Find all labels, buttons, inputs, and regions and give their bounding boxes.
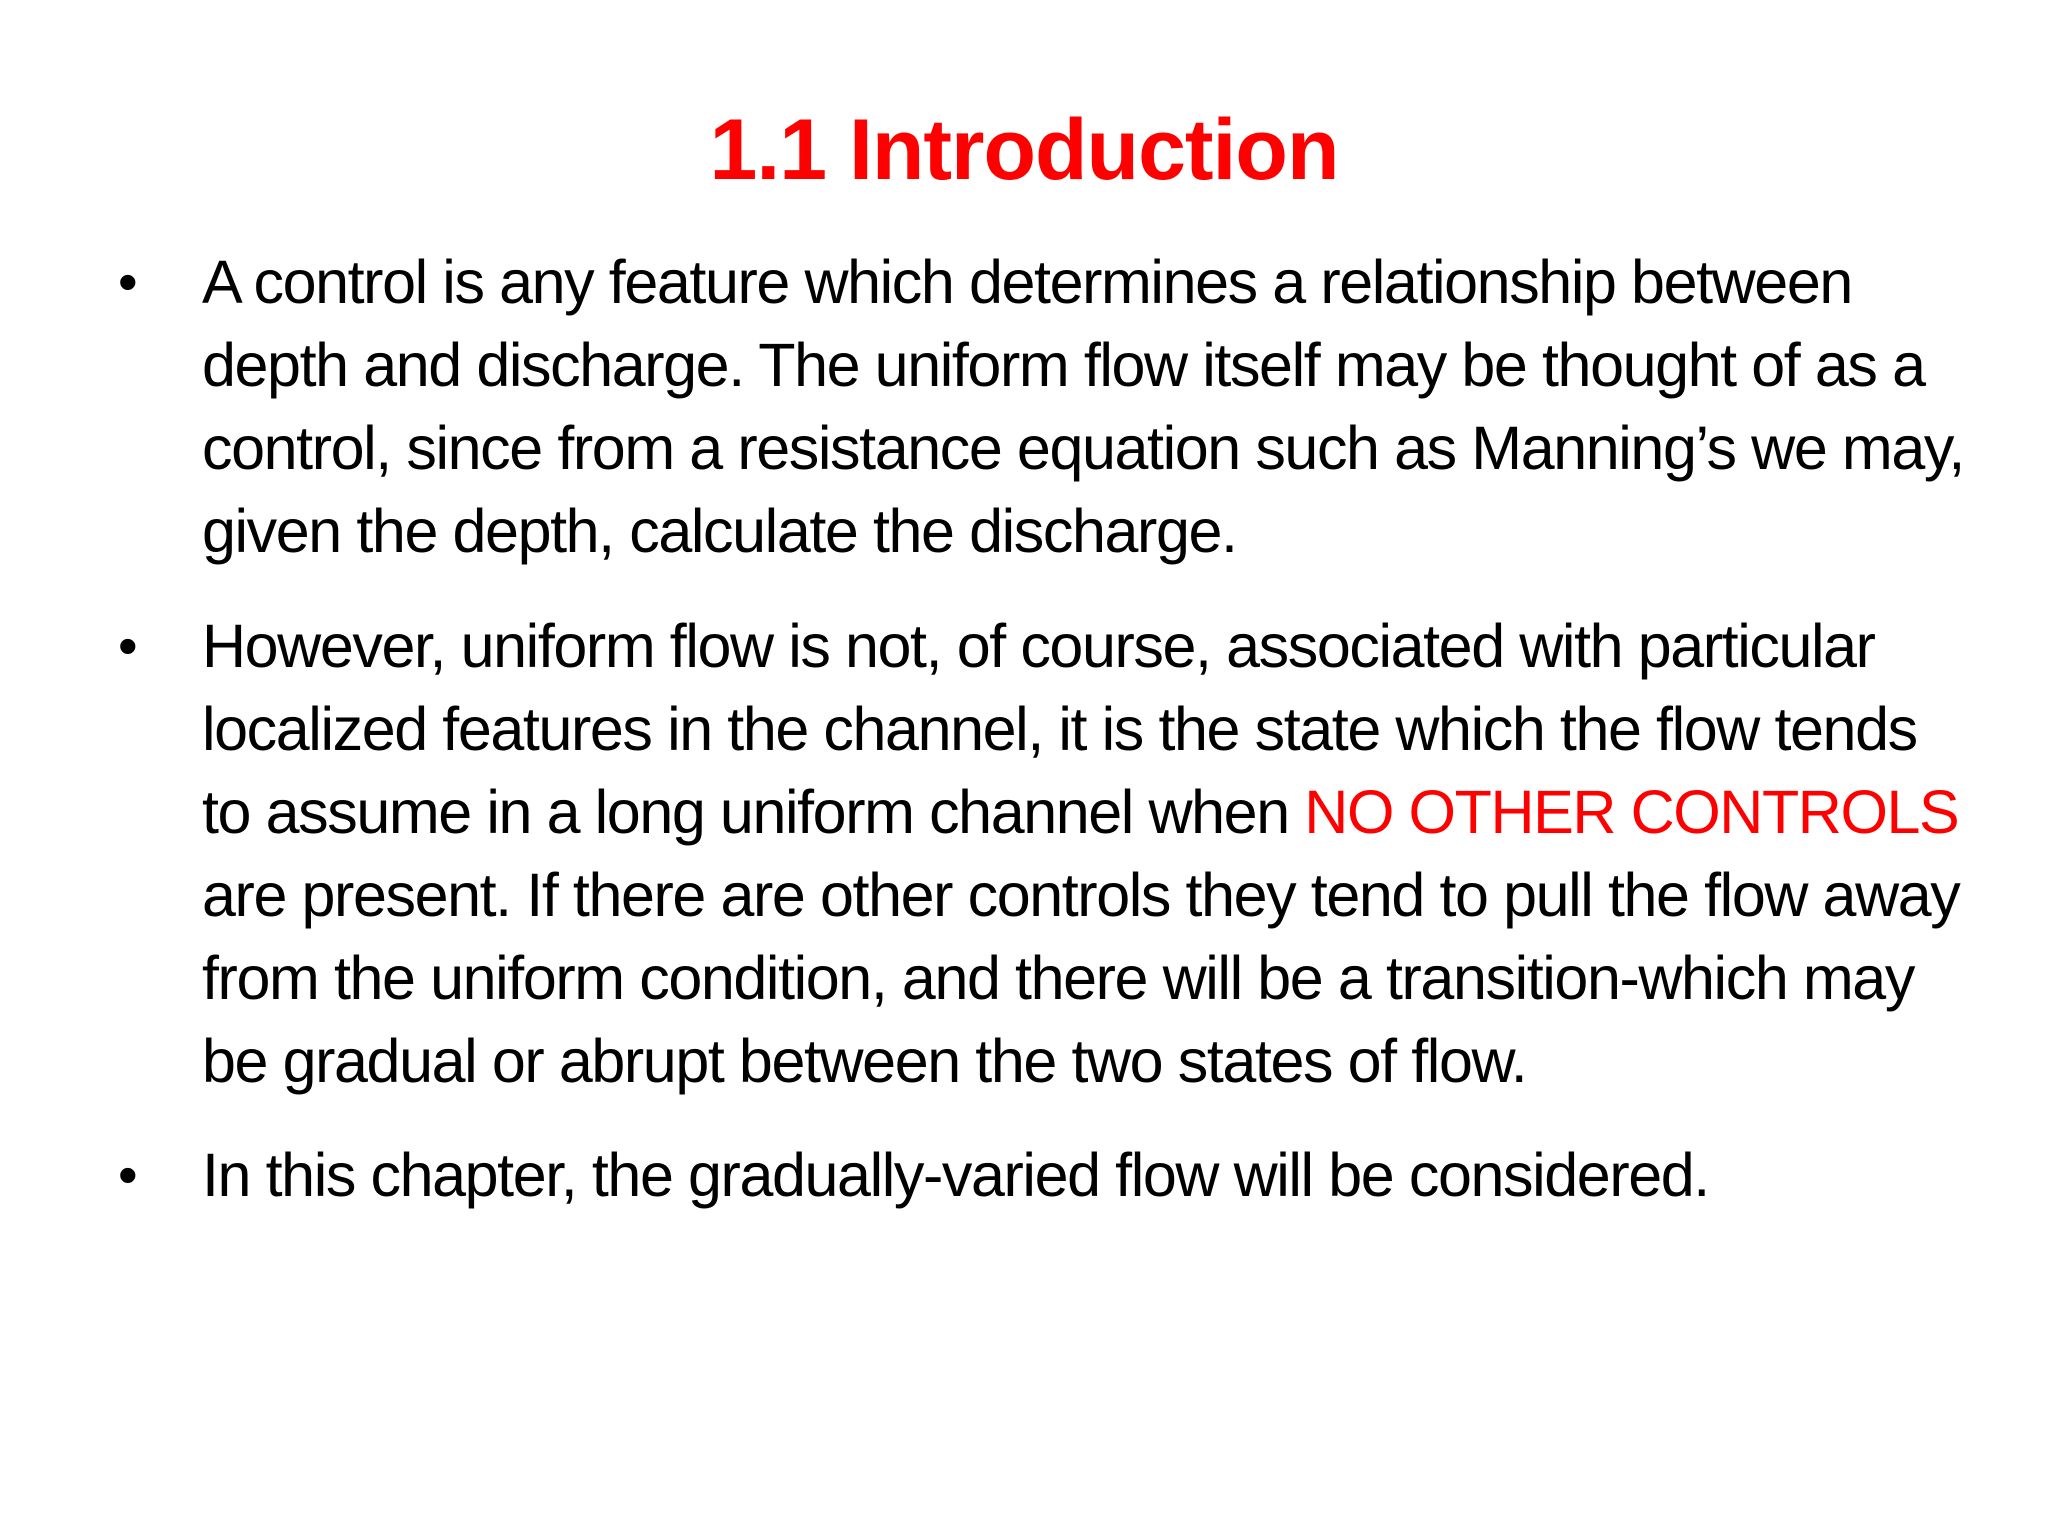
bullet-marker: • <box>118 614 138 677</box>
bullet-line-segment: to assume in a long uniform channel when <box>202 778 1305 846</box>
bullet-line: are present. If there are other controls they tend to pull the flow away <box>202 861 1960 929</box>
bullet-line: depth and discharge. The uniform flow itself may be thought of as a <box>202 331 1925 399</box>
bullet-text <box>202 241 1964 573</box>
bullet-line: be gradual or abrupt between the two states of flow. <box>202 1027 1527 1095</box>
bullet-line: However, uniform flow is not, of course, associated with particular <box>202 612 1875 680</box>
bullet-line-with-highlight <box>202 771 1959 854</box>
bullet-line: control, since from a resistance equation such as Manning’s we may, <box>202 414 1964 482</box>
bullet-text <box>202 1134 1932 1217</box>
bullet-line: A control is any feature which determines a relationship between <box>202 248 1852 316</box>
bullet-marker: • <box>118 1143 138 1206</box>
bullet-marker: • <box>118 250 138 313</box>
highlight-text: NO OTHER CONTROLS <box>1304 778 1959 846</box>
bullet-line: from the uniform condition, and there will be a transition-which may <box>202 944 1914 1012</box>
bullet-text <box>202 605 1960 1103</box>
bullet-line: localized features in the channel, it is the state which the flow tends <box>202 695 1917 763</box>
bullet-line: In this chapter, the gradually-varied flow will be considered. <box>202 1141 1709 1209</box>
slide-title: 1.1 Introduction <box>709 102 1339 198</box>
bullet-line: given the depth, calculate the discharge. <box>202 497 1237 565</box>
